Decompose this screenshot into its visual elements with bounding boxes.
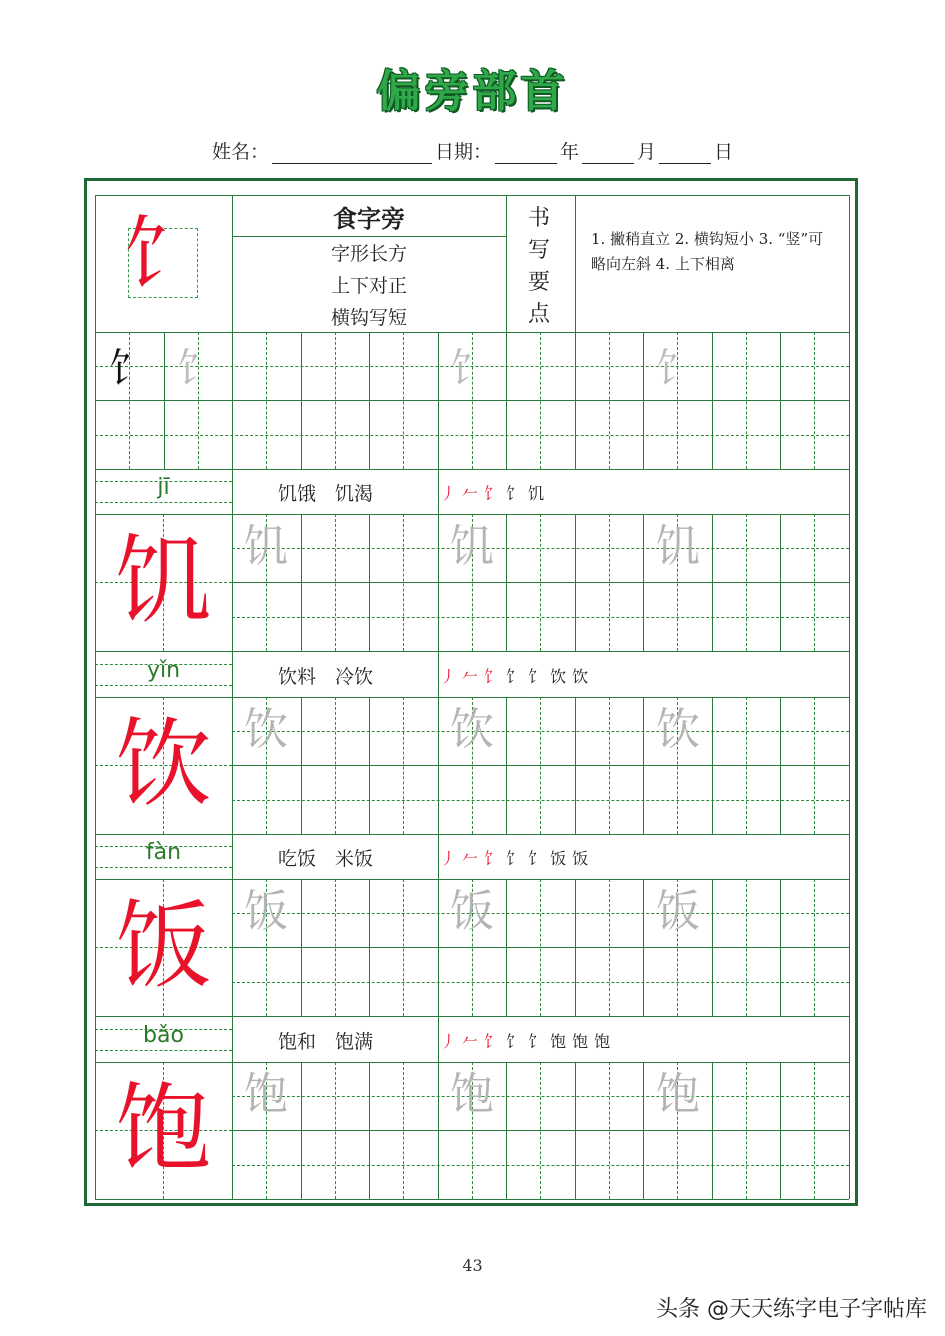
grid-line bbox=[506, 879, 507, 1016]
grid-line bbox=[712, 332, 713, 469]
grid-line bbox=[95, 514, 849, 515]
stroke-step: 饣 bbox=[528, 849, 551, 868]
example-words: 饥饿 饥渴 bbox=[278, 483, 374, 505]
stroke-step: 饮 bbox=[572, 667, 595, 686]
practice-radical-trace-1: 饣 bbox=[177, 346, 217, 392]
grid-line bbox=[232, 765, 849, 766]
trace-character: 饥 bbox=[450, 521, 494, 572]
grid-line bbox=[95, 834, 849, 835]
header-radical: 饣 bbox=[123, 208, 204, 301]
grid-line bbox=[369, 697, 370, 834]
key-points-text: 1. 撇稍直立 2. 横钩短小 3. “竖”可略向左斜 4. 上下相离 bbox=[591, 230, 824, 273]
stroke-step: 饭 bbox=[572, 849, 595, 868]
grid-line bbox=[575, 697, 576, 834]
trace-character: 饥 bbox=[656, 521, 700, 572]
stroke-step: 丿 bbox=[440, 667, 463, 686]
grid-line bbox=[780, 879, 781, 1016]
trace-character: 饮 bbox=[244, 704, 288, 755]
grid-line bbox=[95, 195, 849, 196]
grid-line bbox=[369, 879, 370, 1016]
day-label: 日 bbox=[714, 141, 734, 163]
grid-line bbox=[232, 236, 506, 237]
key-points-label bbox=[506, 203, 572, 331]
grid-line bbox=[438, 332, 439, 469]
grid-line bbox=[95, 1062, 849, 1063]
grid-line bbox=[301, 514, 302, 651]
grid-line bbox=[780, 1062, 781, 1199]
date-label: 日期： bbox=[434, 141, 492, 163]
trace-character: 饮 bbox=[450, 704, 494, 755]
trace-character: 饭 bbox=[656, 886, 700, 937]
trace-character: 饱 bbox=[244, 1069, 288, 1120]
large-character: 饭 bbox=[115, 890, 212, 1002]
large-character: 饱 bbox=[115, 1073, 212, 1185]
grid-line bbox=[301, 697, 302, 834]
grid-guide bbox=[95, 1050, 232, 1051]
grid-line bbox=[95, 1016, 849, 1017]
stroke-step: 饣 bbox=[506, 667, 529, 686]
stroke-step: 丿 bbox=[440, 849, 463, 868]
trace-character: 饭 bbox=[450, 886, 494, 937]
grid-line bbox=[369, 1062, 370, 1199]
example-words: 饮料 冷饮 bbox=[278, 666, 374, 688]
stroke-order bbox=[440, 1029, 616, 1052]
grid-guide bbox=[95, 685, 232, 686]
page-number: 43 bbox=[462, 1256, 483, 1275]
stroke-step: 饣 bbox=[506, 849, 529, 868]
grid-line bbox=[301, 879, 302, 1016]
stroke-step: 饣 bbox=[528, 1032, 551, 1051]
stroke-step: 𠂉 bbox=[462, 1032, 485, 1051]
grid-line bbox=[232, 1130, 849, 1131]
stroke-step: 饱 bbox=[572, 1032, 595, 1051]
stroke-order bbox=[440, 481, 550, 504]
trace-character: 饭 bbox=[244, 886, 288, 937]
grid-line bbox=[438, 834, 439, 879]
example-words: 饱和 饱满 bbox=[278, 1031, 374, 1053]
stroke-step: 丿 bbox=[440, 1032, 463, 1051]
grid-line bbox=[232, 582, 849, 583]
stroke-order bbox=[440, 664, 594, 687]
practice-radical-trace-3: 饣 bbox=[656, 346, 696, 392]
example-words: 吃饭 米饭 bbox=[278, 848, 374, 870]
name-blank[interactable] bbox=[272, 145, 432, 164]
grid-line bbox=[575, 879, 576, 1016]
stroke-step: 饣 bbox=[484, 1032, 507, 1051]
stroke-step: 𠂉 bbox=[462, 667, 485, 686]
grid-line bbox=[95, 1199, 849, 1200]
grid-line bbox=[506, 332, 507, 469]
name-date-line bbox=[0, 137, 945, 164]
radical-name: 食字旁 bbox=[333, 204, 405, 233]
feature-1: 字形长方 bbox=[330, 243, 407, 265]
grid-line bbox=[301, 332, 302, 469]
grid-line bbox=[575, 195, 576, 332]
grid-line bbox=[575, 514, 576, 651]
pinyin: bǎo bbox=[143, 1023, 184, 1048]
grid-line bbox=[849, 195, 850, 1199]
grid-line bbox=[506, 514, 507, 651]
pinyin: fàn bbox=[145, 840, 182, 865]
grid-line bbox=[301, 1062, 302, 1199]
grid-line bbox=[95, 400, 849, 401]
stroke-step: 饱 bbox=[550, 1032, 573, 1051]
grid-line bbox=[232, 332, 233, 469]
trace-character: 饱 bbox=[656, 1069, 700, 1120]
grid-line bbox=[780, 332, 781, 469]
stroke-step: 饣 bbox=[528, 667, 551, 686]
pinyin: yǐn bbox=[146, 658, 181, 683]
trace-character: 饱 bbox=[450, 1069, 494, 1120]
grid-line bbox=[164, 332, 165, 469]
practice-radical-trace-2: 饣 bbox=[450, 346, 490, 392]
key-label-2: 写 bbox=[527, 238, 550, 263]
stroke-step: 饮 bbox=[550, 667, 573, 686]
stroke-step: 𠂉 bbox=[462, 849, 485, 868]
key-label-3: 要 bbox=[527, 270, 550, 295]
grid-line bbox=[95, 879, 849, 880]
stroke-step: 饣 bbox=[506, 1032, 529, 1051]
grid-line bbox=[506, 1062, 507, 1199]
large-character: 饥 bbox=[115, 525, 212, 637]
stroke-step: 饣 bbox=[484, 667, 507, 686]
grid-line bbox=[369, 514, 370, 651]
year-blank[interactable] bbox=[495, 145, 557, 164]
name-label: 姓名： bbox=[211, 141, 269, 163]
stroke-step: 饥 bbox=[528, 484, 551, 503]
stroke-step: 饱 bbox=[594, 1032, 617, 1051]
grid-line bbox=[438, 469, 439, 514]
practice-radical-black: 饣 bbox=[109, 346, 149, 392]
stroke-step: 𠂉 bbox=[462, 484, 485, 503]
grid-line bbox=[506, 697, 507, 834]
stroke-step: 饣 bbox=[506, 484, 529, 503]
day-blank[interactable] bbox=[659, 145, 711, 164]
stroke-step: 饭 bbox=[550, 849, 573, 868]
stroke-order bbox=[440, 846, 594, 869]
grid-line bbox=[643, 332, 644, 469]
grid-guide bbox=[95, 502, 232, 503]
month-label: 月 bbox=[637, 141, 657, 163]
feature-3: 横钩写短 bbox=[330, 307, 407, 329]
grid-line bbox=[232, 947, 849, 948]
grid-line bbox=[575, 332, 576, 469]
grid-line bbox=[438, 1017, 439, 1062]
grid-line bbox=[95, 469, 849, 470]
key-label-1: 书 bbox=[527, 206, 550, 231]
grid-line bbox=[780, 697, 781, 834]
worksheet-grid bbox=[95, 195, 849, 1199]
grid-line bbox=[95, 332, 849, 333]
grid-line bbox=[95, 195, 96, 1199]
grid-line bbox=[575, 1062, 576, 1199]
page-title: 偏旁部首 bbox=[376, 66, 569, 117]
grid-guide bbox=[95, 867, 232, 868]
large-character: 饮 bbox=[115, 708, 212, 820]
trace-character: 饥 bbox=[244, 521, 288, 572]
year-label: 年 bbox=[559, 141, 579, 163]
watermark: 头条 @天天练字电子字帖库 bbox=[656, 1297, 927, 1322]
grid-line bbox=[369, 332, 370, 469]
stroke-step: 丿 bbox=[440, 484, 463, 503]
feature-2: 上下对正 bbox=[330, 275, 407, 297]
key-label-4: 点 bbox=[527, 302, 550, 327]
pinyin: jī bbox=[157, 475, 170, 500]
grid-line bbox=[780, 514, 781, 651]
grid-line bbox=[95, 651, 849, 652]
grid-line bbox=[95, 697, 849, 698]
stroke-step: 饣 bbox=[484, 484, 507, 503]
month-blank[interactable] bbox=[582, 145, 634, 164]
trace-character: 饮 bbox=[656, 704, 700, 755]
stroke-step: 饣 bbox=[484, 849, 507, 868]
grid-line bbox=[438, 652, 439, 697]
